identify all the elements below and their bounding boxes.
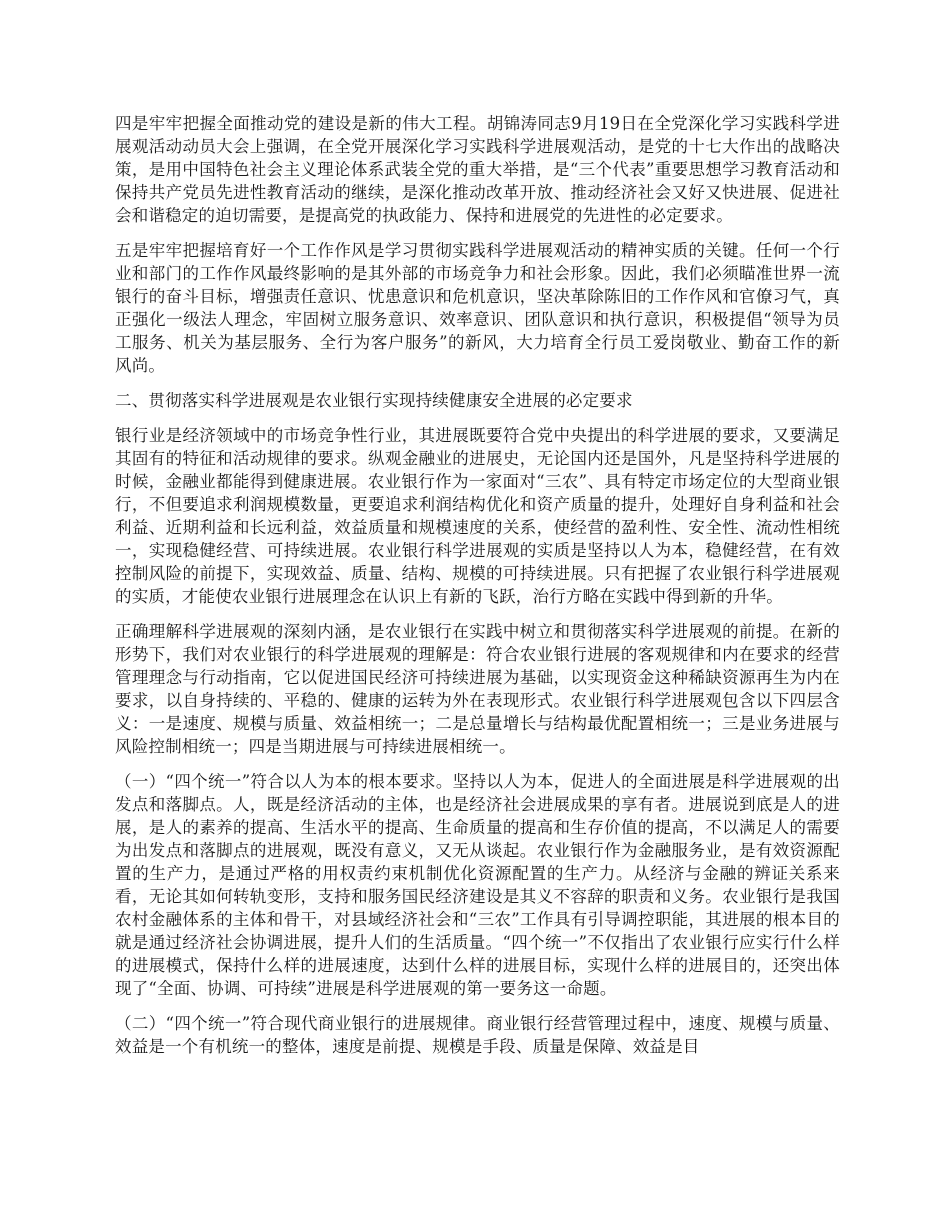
document-body <box>115 112 840 1070</box>
section-heading: 二、贯彻落实科学进展观是农业银行实现持续健康安全进展的必定要求 <box>115 391 633 410</box>
paragraph-point-two: （二）“四个统一”符合现代商业银行的进展规律。商业银行经营管理过程中，速度、规模与质量、效益是一个有机统一的整体，速度是前提、规模是手段、质量是保障、效益是目 <box>115 1014 840 1056</box>
paragraph-work-style: 五是牢牢把握培育好一个工作作风是学习贯彻实践科学进展观活动的精神实质的关键。任何一个行业和部门的工作作风最终影响的是其外部的市场竞争力和社会形象。因此，我们必须瞄准世界一流银行的奋斗目标，增强责任意识、忧患意识和危机意识，坚决革除陈旧的工作作风和官僚习气，真正强化一级法人理念，牢固树立服务意识、效率意识、团队意识和执行意识，积极提倡“领导为员工服务、机关为基层服务、全行为客户服务”的新风，大力培育全行员工爱岗敬业、勤奋工作的新风尚。 <box>115 241 840 375</box>
paragraph-party-building: 四是牢牢把握全面推动党的建设是新的伟大工程。胡锦涛同志9月19日在全党深化学习实践科学进展观活动动员大会上强调，在全党开展深化学习实践科学进展观活动，是党的十七大作出的战略决策，是用中国特色社会主义理论体系武装全党的重大举措，是“三个代表”重要思想学习教育活动和保持共产党员先进性教育活动的继续，是深化推动改革开放、推动经济社会又好又快进展、促进社会和谐稳定的迫切需要，是提高党的执政能力、保持和进展党的先进性的必定要求。 <box>115 114 840 225</box>
paragraph-point-one: （一）“四个统一”符合以人为本的根本要求。坚持以人为本，促进人的全面进展是科学进展观的出发点和落脚点。人，既是经济活动的主体，也是经济社会进展成果的享有者。进展说到底是人的进展，是人的素养的提高、生活水平的提高、生命质量的提高和生存价值的提高，不以满足人的需要为出发点和落脚点的进展观，既没有意义，又无从谈起。农业银行作为金融服务业，是有效资源配置的生产力，是通过严格的用权责约束机制优化资源配置的生产力。从经济与金融的辨证关系来看，无论其如何转轨变形，支持和服务国民经济建设是其义不容辞的职责和义务。农业银行是我国农村金融体系的主体和骨干，对县域经济社会和“三农”工作具有引导调控职能，其进展的根本目的就是通过经济社会协调进展，提升人们的生活质量。“四个统一”不仅指出了农业银行应实行什么样的进展模式，保持什么样的进展速度，达到什么样的进展目标，实现什么样的进展目的，还突出体现了“全面、协调、可持续”进展是科学进展观的第一要务这一命题。 <box>115 772 840 998</box>
paragraph-connotation: 正确理解科学进展观的深刻内涵，是农业银行在实践中树立和贯彻落实科学进展观的前提。在新的形势下，我们对农业银行的科学进展观的理解是：符合农业银行进展的客观规律和内在要求的经营管理理念与行动指南，它以促进国民经济可持续进展为基础，以实现资金这种稀缺资源再生为内在要求，以自身持续的、平稳的、健康的运转为外在表现形式。农业银行科学进展观包含以下四层含义：一是速度、规模与质量、效益相统一；二是总量增长与结构最优配置相统一；三是业务进展与风险控制相统一；四是当期进展与可持续进展相统一。 <box>115 622 840 756</box>
paragraph-banking-industry: 银行业是经济领域中的市场竞争性行业，其进展既要符合党中央提出的科学进展的要求，又要满足其固有的特征和活动规律的要求。纵观金融业的进展史，无论国内还是国外，凡是坚持科学进展的时候，金融业都能得到健康进展。农业银行作为一家面对“三农”、具有特定市场定位的大型商业银行，不但要追求利润规模数量，更要追求利润结构优化和资产质量的提升，处理好自身利益和社会利益、近期利益和长远利益，效益质量和规模速度的关系，使经营的盈利性、安全性、流动性相统一，实现稳健经营、可持续进展。农业银行科学进展观的实质是坚持以人为本，稳健经营，在有效控制风险的前提下，实现效益、质量、结构、规模的可持续进展。只有把握了农业银行科学进展观的实质，才能使农业银行进展理念在认识上有新的飞跃，治行方略在实践中得到新的升华。 <box>115 426 840 606</box>
